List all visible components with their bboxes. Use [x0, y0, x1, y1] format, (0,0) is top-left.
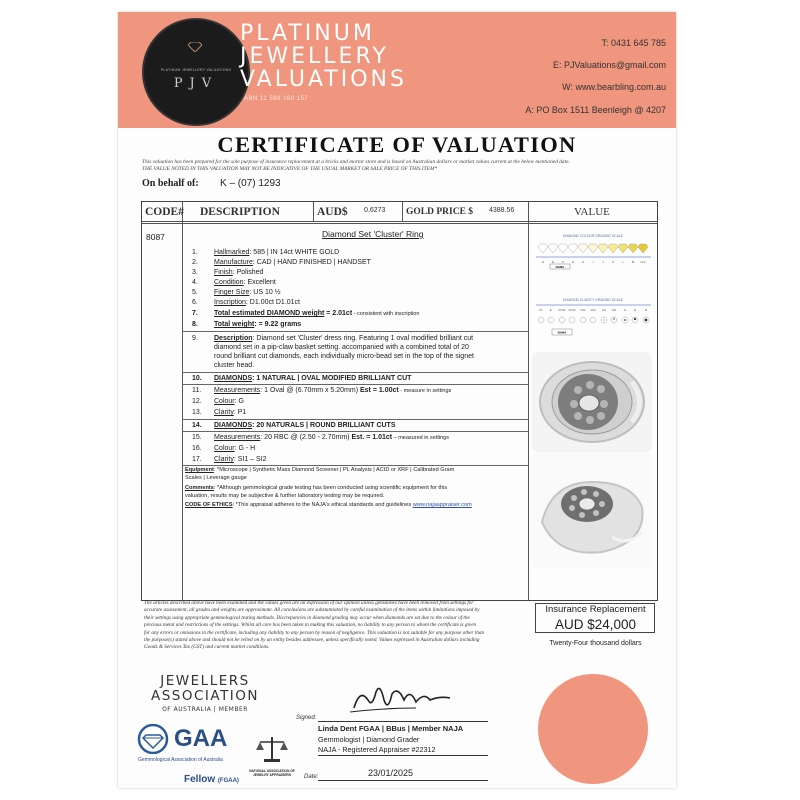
value-header: VALUE — [574, 206, 610, 218]
estimate-value: Est = 1.00ct — [359, 387, 399, 394]
item-number: 3. — [192, 269, 198, 276]
ja-line: ASSOCIATION — [150, 688, 260, 704]
item-label: Finish — [214, 269, 233, 276]
footer-disclaimer — [144, 600, 529, 652]
item-value: : 1 NATURAL | OVAL MODIFIED BRILLIANT CUT — [252, 375, 412, 382]
item-row — [192, 408, 246, 417]
diamond-group-header — [192, 374, 411, 383]
item-label: Manufacture — [214, 259, 253, 266]
aud-value: 0.6273 — [364, 207, 386, 214]
contact-address: A: PO Box 1511 Beenleigh @ 4207 — [525, 105, 666, 115]
equipment-label: Equipment — [185, 467, 214, 473]
row-separator — [182, 372, 528, 373]
gold-price-value: 4388.56 — [489, 207, 515, 214]
item-label: Description — [214, 335, 253, 342]
insurance-words: Twenty-Four thousand dollars — [549, 640, 642, 647]
date-label: Date: — [304, 774, 319, 780]
item-label: Hallmarked — [214, 249, 250, 256]
item-code: 8087 — [146, 232, 165, 242]
valuation-date: 23/01/2025 — [368, 768, 414, 778]
item-row — [192, 298, 300, 307]
aud-header: AUD$ — [317, 206, 348, 218]
header-divider-v — [313, 202, 314, 222]
naja-link[interactable]: www.najaappraiser.com — [412, 502, 472, 508]
disclaimer-line: THE VALUE NOTED IN THIS VALUATION MAY NOT BE INDICATIVE OF THE USUAL MARKET OR SALE PRICE OF THIS ITEM* — [142, 165, 438, 172]
naja-logo — [246, 734, 298, 777]
item-number: 1. — [192, 249, 198, 256]
header-banner — [118, 12, 676, 128]
item-value: : = 9.22 grams — [254, 321, 302, 328]
item-label: Condition — [214, 279, 244, 286]
row-separator — [182, 384, 528, 385]
item-number: 2. — [192, 259, 198, 266]
signature-line — [318, 755, 488, 756]
item-label: DIAMONDS — [214, 422, 253, 429]
fellow-text: Fellow — [184, 774, 216, 785]
item-value: : 20 RBC @ (2.50 - 2.70mm) — [260, 434, 352, 441]
disclaimer-line: This valuation has been prepared for the sole purpose of insurance replacement at a bricks and mortar store and is based on Australian dollars or market values current at the below mentioned date. — [142, 159, 570, 165]
item-number: 16. — [192, 445, 202, 452]
footer-disclaimer-line: accurate assessment, all grades and weights are approximate. All conclusions are substantiated by careful examination of the items within limitations imposed by — [144, 607, 480, 614]
gaa-emblem-icon — [136, 724, 170, 754]
description-text: : Diamond set 'Cluster' dress ring. Featuring 1 oval modified brilliant cut — [252, 335, 474, 342]
fellow-sub: (FGAA) — [217, 778, 239, 784]
item-title: Diamond Set 'Cluster' Ring — [322, 229, 424, 239]
item-label: Finger Size — [214, 289, 250, 296]
item-value: : SI1 – SI2 — [233, 456, 267, 463]
item-row — [192, 320, 301, 329]
item-value: : D1.00ct D1.01ct — [245, 299, 300, 306]
item-number: 11. — [192, 387, 202, 394]
footer-disclaimer-line: the purpose(s) stated above and should not be relied on by an entity besides addressee, unless specifically noted. Values expressed in Australian dollars including — [144, 637, 480, 644]
ethics-text: : *This appraisal adheres to the NAJA's ethical standards and guidelines — [232, 502, 413, 508]
signature — [346, 678, 456, 718]
behalf-value: K – (07) 1293 — [220, 178, 281, 189]
footer-disclaimer-line: precious metal and restrictions of the settings. Whilst all care has been taken in making this valuation, no liability to any person to whom the certificate is given — [144, 622, 477, 629]
date-line — [318, 780, 488, 781]
footer-disclaimer-line: their settings using appropriate gemmological testing methods. Discrepancies in diamond grading may occur when diamonds are set due to the colour of the — [144, 614, 470, 621]
comments-text: valuation, results may be subjective & further laboratory testing may be required. — [185, 493, 385, 499]
item-label: DIAMONDS — [214, 375, 253, 382]
header-divider — [142, 221, 657, 222]
signer-name: Linda Dent FGAA | BBus | Member NAJA — [318, 724, 464, 733]
item-note: – measured in settings — [392, 435, 449, 441]
clarity-scale-title: DIAMOND CLARITY GRADING SCALE — [562, 298, 624, 302]
item-row — [192, 386, 451, 396]
row-separator — [182, 465, 528, 466]
item-value: : G - H — [234, 445, 256, 452]
item-row — [192, 455, 267, 464]
clarity-grade-label: IF — [549, 308, 553, 312]
item-value: : Polished — [232, 269, 264, 276]
comments-text: : *Although gemmological grade testing has been conducted using scientific equipment for this — [213, 485, 448, 491]
clarity-grade-label: I3 — [644, 308, 648, 312]
gaa-logo — [136, 724, 239, 785]
colour-scale-title: DIAMOND COLOUR GRADING SCALE — [562, 234, 624, 238]
item-value: : G — [234, 398, 244, 405]
item-value: : CAD | HAND FINISHED | HANDSET — [252, 259, 371, 266]
company-logo — [142, 18, 250, 126]
item-label: Total estimated DIAMOND weight — [214, 310, 325, 317]
colour-grade-label: J — [602, 260, 604, 264]
valuation-table — [141, 201, 658, 601]
item-number: 5. — [192, 289, 198, 296]
item-number: 14. — [192, 422, 202, 429]
code-column-divider — [182, 202, 183, 600]
item-row — [192, 258, 371, 267]
item-row — [192, 433, 449, 443]
signature-line — [318, 721, 488, 722]
contact-phone: T: 0431 645 785 — [601, 38, 666, 48]
item-number: 10. — [192, 375, 202, 382]
insurance-label: Insurance Replacement — [545, 604, 646, 615]
item-label: Colour — [214, 398, 235, 405]
brand-line: PLATINUM — [240, 21, 375, 46]
row-separator — [182, 431, 528, 432]
item-number: 13. — [192, 409, 202, 416]
jewellers-association-logo — [146, 674, 264, 713]
footer-disclaimer-line: for any errors or omissions in the certificate, including any liability to any person by reason of negligence. This valuation is not suitable for any purpose other than — [144, 629, 485, 636]
description-row — [192, 334, 473, 343]
item-value: = 2.01ct — [324, 310, 353, 317]
signed-label: Signed: — [296, 715, 317, 721]
ethics-label: CODE OF ETHICS — [185, 502, 233, 508]
gaa-text: GAA — [174, 725, 228, 752]
item-value: : P1 — [233, 409, 247, 416]
contact-email: E: PJValuations@gmail.com — [552, 60, 666, 70]
colour-grade-label: E — [551, 260, 555, 264]
header-divider-v — [402, 202, 403, 222]
item-number: 6. — [192, 299, 198, 306]
certificate-title: CERTIFICATE OF VALUATION — [217, 132, 577, 157]
logo-initials: PJV — [173, 76, 219, 91]
item-note: - consistent with inscription — [352, 311, 420, 317]
item-value: : 585 | IN 14ct WHITE GOLD — [249, 249, 340, 256]
row-separator — [182, 331, 528, 332]
colour-grade-label: H — [581, 260, 585, 264]
item-number: 7. — [192, 310, 198, 317]
colour-scale-diamonds — [538, 244, 648, 253]
item-label: Colour — [214, 445, 235, 452]
item-row — [192, 288, 281, 297]
ja-line: JEWELLERS — [160, 673, 250, 689]
item-label: Total weight — [214, 321, 255, 328]
ring-photo-side — [532, 452, 652, 567]
gaa-subtitle: Gemmological Association of Australia — [138, 757, 223, 763]
item-label: Inscription — [214, 299, 246, 306]
item-row — [192, 278, 276, 287]
item-label: Clarity — [214, 409, 234, 416]
item-number: 12. — [192, 398, 202, 405]
equipment-text: : *Microscope | Synthetic Mass Diamond Screener | PL Analysis | ACID or XRF | Calibrated Gram — [213, 467, 455, 473]
colour-grade-label: N-Z — [640, 260, 646, 264]
clarity-grade-label: VS1 — [580, 308, 586, 312]
colour-grade-label: K — [611, 260, 615, 264]
clarity-grade-label: SI1 — [601, 308, 607, 312]
insurance-value: AUD $24,000 — [554, 617, 637, 632]
item-value: : Excellent — [243, 279, 276, 286]
certificate-page — [118, 12, 676, 788]
item-value: : US 10 ½ — [249, 289, 281, 296]
scales-icon — [254, 734, 290, 764]
description-text: round brilliant cut diamonds, each individually micro-bead set in the top of the signet — [214, 353, 474, 360]
scale-tag: NANA — [557, 330, 567, 335]
colour-grade-label: F — [562, 260, 564, 264]
clarity-grade-label: I1 — [623, 308, 627, 312]
clarity-grade-label: FL — [539, 308, 543, 312]
value-column-divider — [528, 202, 529, 600]
item-row — [192, 397, 244, 406]
signer-title: Gemmologist | Diamond Grader — [318, 735, 420, 744]
colour-grading-scale — [536, 232, 651, 270]
colour-grade-label: M — [631, 260, 635, 264]
purpose-disclaimer — [142, 159, 672, 172]
ja-line: OF AUSTRALIA | MEMBER — [162, 706, 248, 713]
scale-tag: NANA — [555, 265, 565, 269]
logo-text: PLATINUM JEWELLERY VALUATIONS — [160, 68, 232, 72]
header-divider — [142, 223, 657, 224]
item-label: Measurements — [214, 387, 261, 394]
colour-grade-label: I — [592, 260, 594, 264]
item-row — [192, 309, 419, 319]
diamond-icon — [188, 42, 202, 52]
ring-photo-top — [532, 352, 652, 452]
colour-grade-label: D — [541, 260, 545, 264]
naja-text: NATIONAL ASSOCIATION OF JEWELRY APPRAISERS — [249, 769, 295, 777]
item-row — [192, 268, 263, 277]
description-text: diamond set in a pip-claw basket setting. accompanied with a combined total of 20 — [214, 344, 469, 351]
estimate-value: Est. = 1.01ct — [351, 434, 393, 441]
item-number: 9. — [192, 335, 198, 342]
clarity-grade-label: VVS1 — [558, 308, 566, 312]
item-label: Measurements — [214, 434, 261, 441]
item-value: : 1 Oval @ (6.70mm x 5.20mm) — [260, 387, 360, 394]
comments-label: Comments — [185, 485, 214, 491]
comments-row — [185, 485, 447, 493]
description-text: cluster head. — [214, 362, 255, 369]
brand-line: VALUATIONS — [240, 67, 407, 92]
colour-grade-label: G — [571, 260, 575, 264]
clarity-grade-label: SI2 — [611, 308, 617, 312]
contact-web: W: www.bearbling.com.au — [562, 82, 666, 92]
item-value: : 20 NATURALS | ROUND BRILLIANT CUTS — [252, 422, 396, 429]
behalf-label: On behalf of: — [142, 178, 199, 189]
company-stamp — [538, 674, 648, 784]
item-number: 8. — [192, 321, 198, 328]
brand-line: JEWELLERY — [240, 44, 389, 69]
diamond-group-header — [192, 421, 396, 430]
item-label: Clarity — [214, 456, 234, 463]
equipment-text: Scales | Leverage gauge — [185, 475, 247, 481]
clarity-grade-label: VVS2 — [568, 308, 576, 312]
colour-grade-label: L — [622, 260, 624, 264]
clarity-grade-label: VS2 — [590, 308, 596, 312]
row-separator — [182, 419, 528, 420]
item-number: 4. — [192, 279, 198, 286]
item-row — [192, 248, 339, 257]
item-number: 15. — [192, 434, 202, 441]
clarity-grade-label: I2 — [633, 308, 637, 312]
code-header: CODE# — [145, 206, 184, 218]
clarity-grading-scale — [536, 296, 651, 340]
item-row — [192, 444, 255, 453]
abn-number: ABN 11 588 160 157 — [244, 96, 309, 102]
brand-name — [240, 22, 407, 91]
footer-disclaimer-line: Goods & Services Tax (GST) and current market conditions. — [144, 644, 270, 651]
fellow-label — [184, 774, 239, 785]
footer-disclaimer-line: The articles described above have been examined and the values given are an expression of our opinion unless gemstones have been removed from settings for — [144, 600, 474, 606]
gold-price-header: GOLD PRICE $ — [406, 207, 474, 217]
equipment-row — [185, 467, 454, 475]
signer-registration: NAJA - Registered Appraiser #22312 — [318, 745, 436, 754]
item-number: 17. — [192, 456, 202, 463]
ethics-row — [185, 502, 472, 510]
description-header: DESCRIPTION — [200, 206, 280, 218]
item-note: - measure in settings — [398, 388, 452, 394]
